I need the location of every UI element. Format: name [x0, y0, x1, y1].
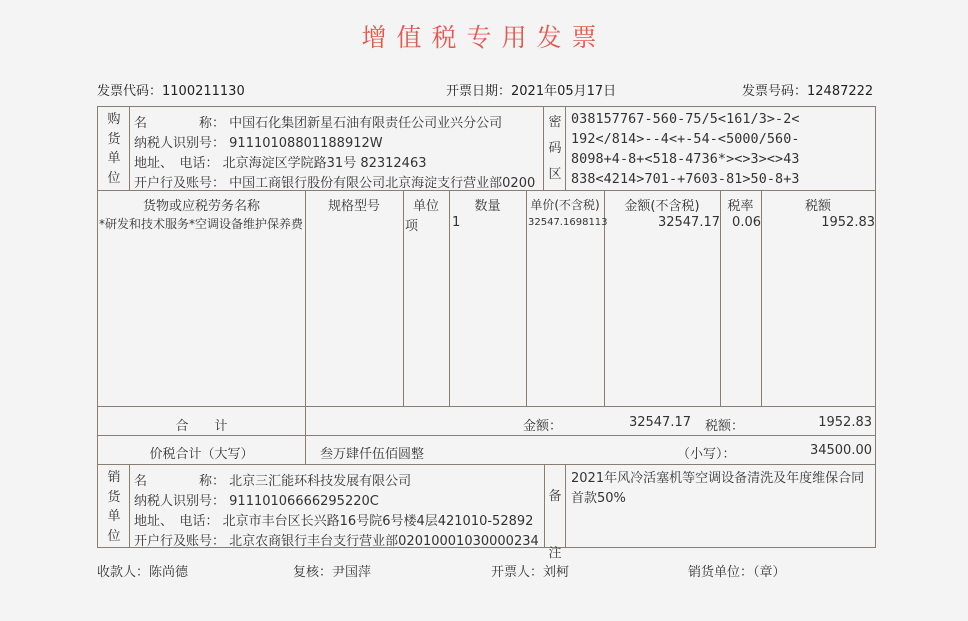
divider: [98, 435, 875, 436]
buyer-bank-row: 开户行及账号： 中国工商银行股份有限公司北京海淀支行营业部0200: [134, 176, 536, 191]
seller-bank: 北京农商银行丰台支行营业部02010001030000234: [229, 534, 539, 549]
item-price: 32547.1698113: [528, 217, 608, 228]
buyer-taxid: 91110108801188912W: [229, 136, 383, 151]
divider: [98, 406, 875, 407]
grand-total-value: 34500.00: [809, 443, 872, 458]
col-header-unit: 单位: [412, 199, 439, 214]
seller-address-row: 地址、 电话： 北京市丰台区长兴路16号院6号楼4层421010-52892: [134, 514, 534, 529]
buyer-name: 中国石化集团新星石油有限责任公司业兴分公司: [229, 116, 503, 131]
invoice-title: 增值税专用发票: [361, 23, 607, 52]
grand-total-small-label: （小写）：: [677, 447, 736, 462]
cipher-line: 038157767-560-75/5<161/3>-2<: [571, 112, 800, 127]
cipher-side-label: 密 码 区: [548, 115, 562, 182]
seller-side-label: 销 货 单 位: [107, 470, 121, 544]
buyer-taxid-row: 纳税人识别号： 91110108801188912W: [134, 136, 383, 151]
col-header-amount: 金额(不含税): [624, 199, 700, 214]
item-qty: 1: [452, 215, 461, 230]
totals-tax: 1952.83: [818, 415, 872, 430]
invoice-table: [97, 106, 876, 561]
col-header-price: 单价(不含税): [530, 198, 600, 212]
seller-bank-row: 开户行及账号： 北京农商银行丰台支行营业部02010001030000234: [134, 534, 539, 549]
seller-name-row: 名 称： 北京三汇能环科技发展有限公司: [134, 474, 412, 489]
item-tax: 1952.83: [821, 215, 875, 230]
buyer-bank: 中国工商银行股份有限公司北京海淀支行营业部0200: [229, 176, 536, 191]
cipher-line: 192</814>--4<+-54-<5000/560-: [571, 132, 800, 147]
col-header-rate: 税率: [727, 199, 754, 214]
col-header-spec: 规格型号: [327, 199, 380, 214]
payee: 收款人：陈尚德: [97, 565, 189, 580]
seller-name: 北京三汇能环科技发展有限公司: [229, 474, 412, 489]
drawer: 开票人：刘柯: [491, 565, 570, 580]
cipher-line: 8098+4-8+<518-4736*><>3><>43: [571, 152, 800, 167]
buyer-side-label: 购 货 单 位: [107, 112, 121, 186]
totals-label: 合 计: [175, 419, 228, 434]
item-name: *研发和技术服务*空调设备维护保养费: [99, 217, 304, 231]
invoice-date: 开票日期：2021年05月17日: [446, 84, 617, 99]
seller-address: 北京市丰台区长兴路16号院6号楼4层421010-52892: [222, 514, 534, 529]
grand-total-label: 价税合计（大写）: [149, 447, 254, 462]
remarks-text: 2021年风冷活塞机等空调设备清洗及年度维保合同首款50%: [571, 471, 865, 506]
remarks-side-label: 备 注: [548, 489, 562, 561]
buyer-address: 北京海淀区学院路31号 82312463: [222, 156, 427, 171]
col-header-qty: 数量: [474, 199, 501, 214]
reviewer: 复核：尹国萍: [293, 565, 372, 580]
buyer-address-row: 地址、 电话： 北京海淀区学院路31号 82312463: [134, 156, 427, 171]
cipher-line: 838<4214>701-+7603-81>50-8+3: [571, 172, 800, 187]
divider: [98, 464, 875, 465]
col-header-name: 货物或应税劳务名称: [142, 199, 260, 214]
totals-tax-label: 税额：: [705, 419, 745, 434]
totals-amount: 32547.17: [628, 415, 691, 430]
invoice-number: 发票号码：12487222: [742, 84, 874, 99]
col-header-tax: 税额: [804, 199, 831, 214]
item-rate: 0.06: [732, 215, 761, 230]
item-amount: 32547.17: [657, 215, 720, 230]
grand-total-words: 叁万肆仟伍佰圆整: [320, 447, 425, 462]
seller-taxid-row: 纳税人识别号： 91110106666295220C: [134, 494, 379, 509]
seller-stamp-label: 销货单位：（章）: [688, 565, 786, 580]
item-unit: 项: [405, 219, 419, 234]
seller-taxid: 91110106666295220C: [229, 494, 379, 509]
totals-amount-label: 金额：: [523, 419, 563, 434]
invoice-code: 发票代码：1100211130: [97, 84, 245, 99]
buyer-name-row: 名 称： 中国石化集团新星石油有限责任公司业兴分公司: [134, 116, 503, 131]
